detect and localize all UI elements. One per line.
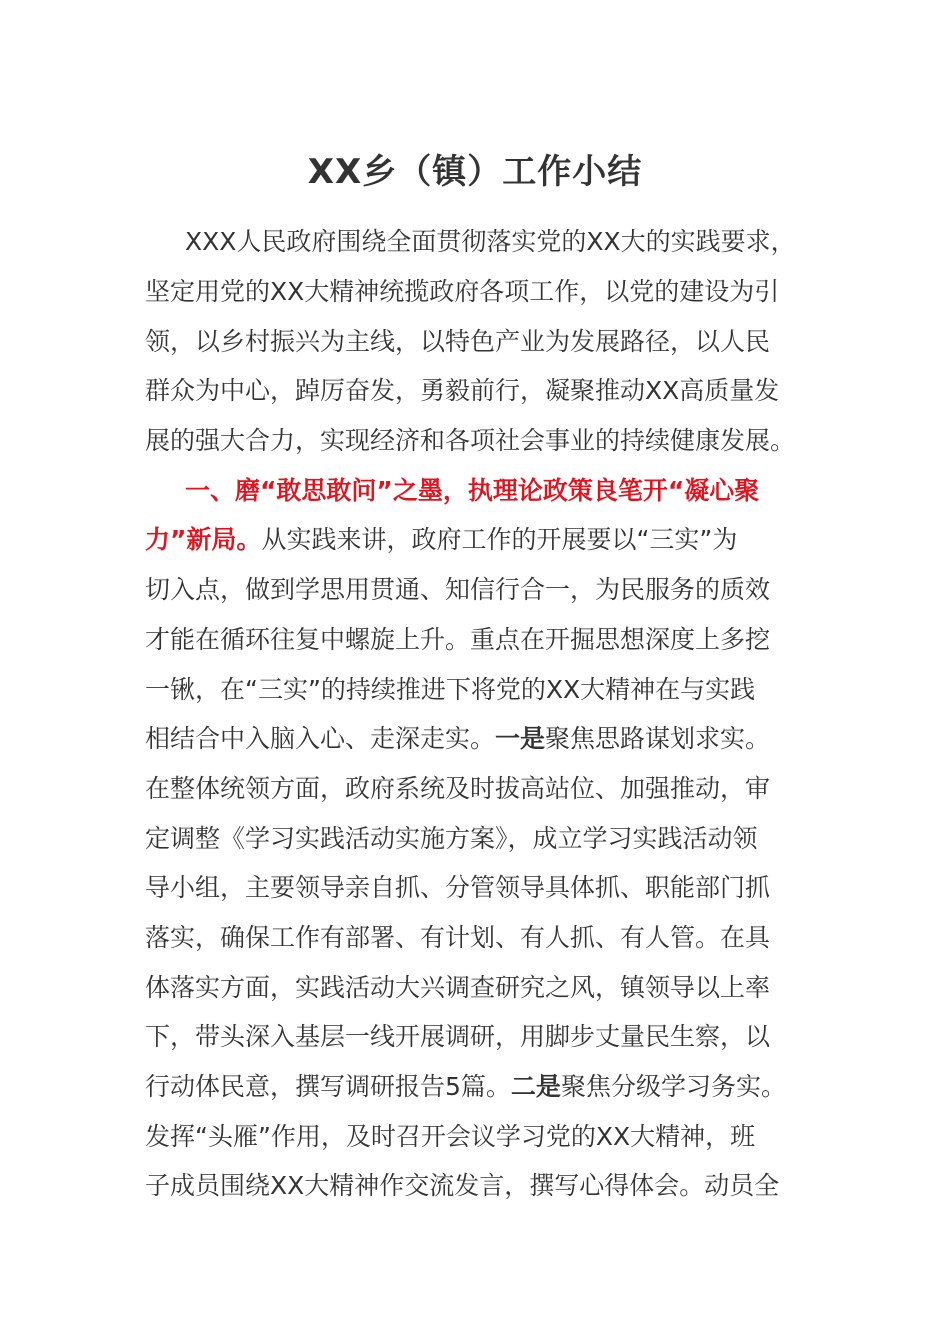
paragraph-line: 在整体统领方面，政府系统及时拔高站位、加强推动，审 bbox=[145, 774, 771, 803]
paragraph-line: 才能在循环往复中螺旋上升。重点在开掘思想深度上多挖 bbox=[145, 625, 771, 654]
paragraph-line: 导小组，主要领导亲自抓、分管领导具体抓、职能部门抓 bbox=[145, 873, 771, 902]
paragraph-line: XXX人民政府围绕全面贯彻落实党的XX大的实践要求， bbox=[185, 227, 796, 256]
paragraph-line: 坚定用党的XX大精神统揽政府各项工作，以党的建设为引 bbox=[145, 277, 780, 306]
paragraph-line-point1 bbox=[145, 719, 770, 759]
paragraph-line: 子成员围绕XX大精神作交流发言，撰写心得体会。动员全 bbox=[145, 1171, 780, 1200]
body-text: 相结合中入脑入心、走深走实。 bbox=[145, 724, 496, 753]
point-label: 一是 bbox=[495, 724, 546, 753]
paragraph-line: 定调整《学习实践活动实施方案》，成立学习实践活动领 bbox=[145, 824, 758, 853]
body-text: 行动体民意，撰写调研报告5篇。 bbox=[145, 1072, 511, 1101]
document-title: XX乡（镇）工作小结 bbox=[307, 152, 643, 192]
body-text: 从实践来讲，政府工作的开展要以“三实”为 bbox=[261, 525, 738, 554]
point-label: 二是 bbox=[510, 1072, 561, 1101]
paragraph-line: 切入点，做到学思用贯通、知信行合一，为民服务的质效 bbox=[145, 575, 771, 604]
paragraph-line: 一锹，在“三实”的持续推进下将党的XX大精神在与实践 bbox=[145, 675, 756, 704]
paragraph-line: 发挥“头雁”作用，及时召开会议学习党的XX大精神，班 bbox=[145, 1122, 756, 1151]
section-heading-line-2 bbox=[145, 520, 737, 560]
paragraph-line: 下，带头深入基层一线开展调研，用脚步丈量民生察，以 bbox=[145, 1022, 771, 1051]
point-text: 聚焦分级学习务实。 bbox=[560, 1072, 786, 1101]
paragraph-line: 展的强大合力，实现经济和各项社会事业的持续健康发展。 bbox=[145, 426, 796, 455]
paragraph-line: 群众为中心，踔厉奋发，勇毅前行，凝聚推动XX高质量发 bbox=[145, 376, 780, 405]
paragraph-line: 落实，确保工作有部署、有计划、有人抓、有人管。在具 bbox=[145, 923, 771, 952]
point-text: 聚焦思路谋划求实。 bbox=[545, 724, 771, 753]
section-heading: 一、磨“敢思敢问”之墨，执理论政策良笔开“凝心聚 bbox=[185, 476, 760, 505]
paragraph-line-point2 bbox=[145, 1067, 786, 1107]
paragraph-line: 体落实方面，实践活动大兴调查研究之风，镇领导以上率 bbox=[145, 973, 771, 1002]
section-heading-end: 力”新局。 bbox=[145, 525, 262, 554]
paragraph-line: 领，以乡村振兴为主线，以特色产业为发展路径，以人民 bbox=[145, 327, 771, 356]
